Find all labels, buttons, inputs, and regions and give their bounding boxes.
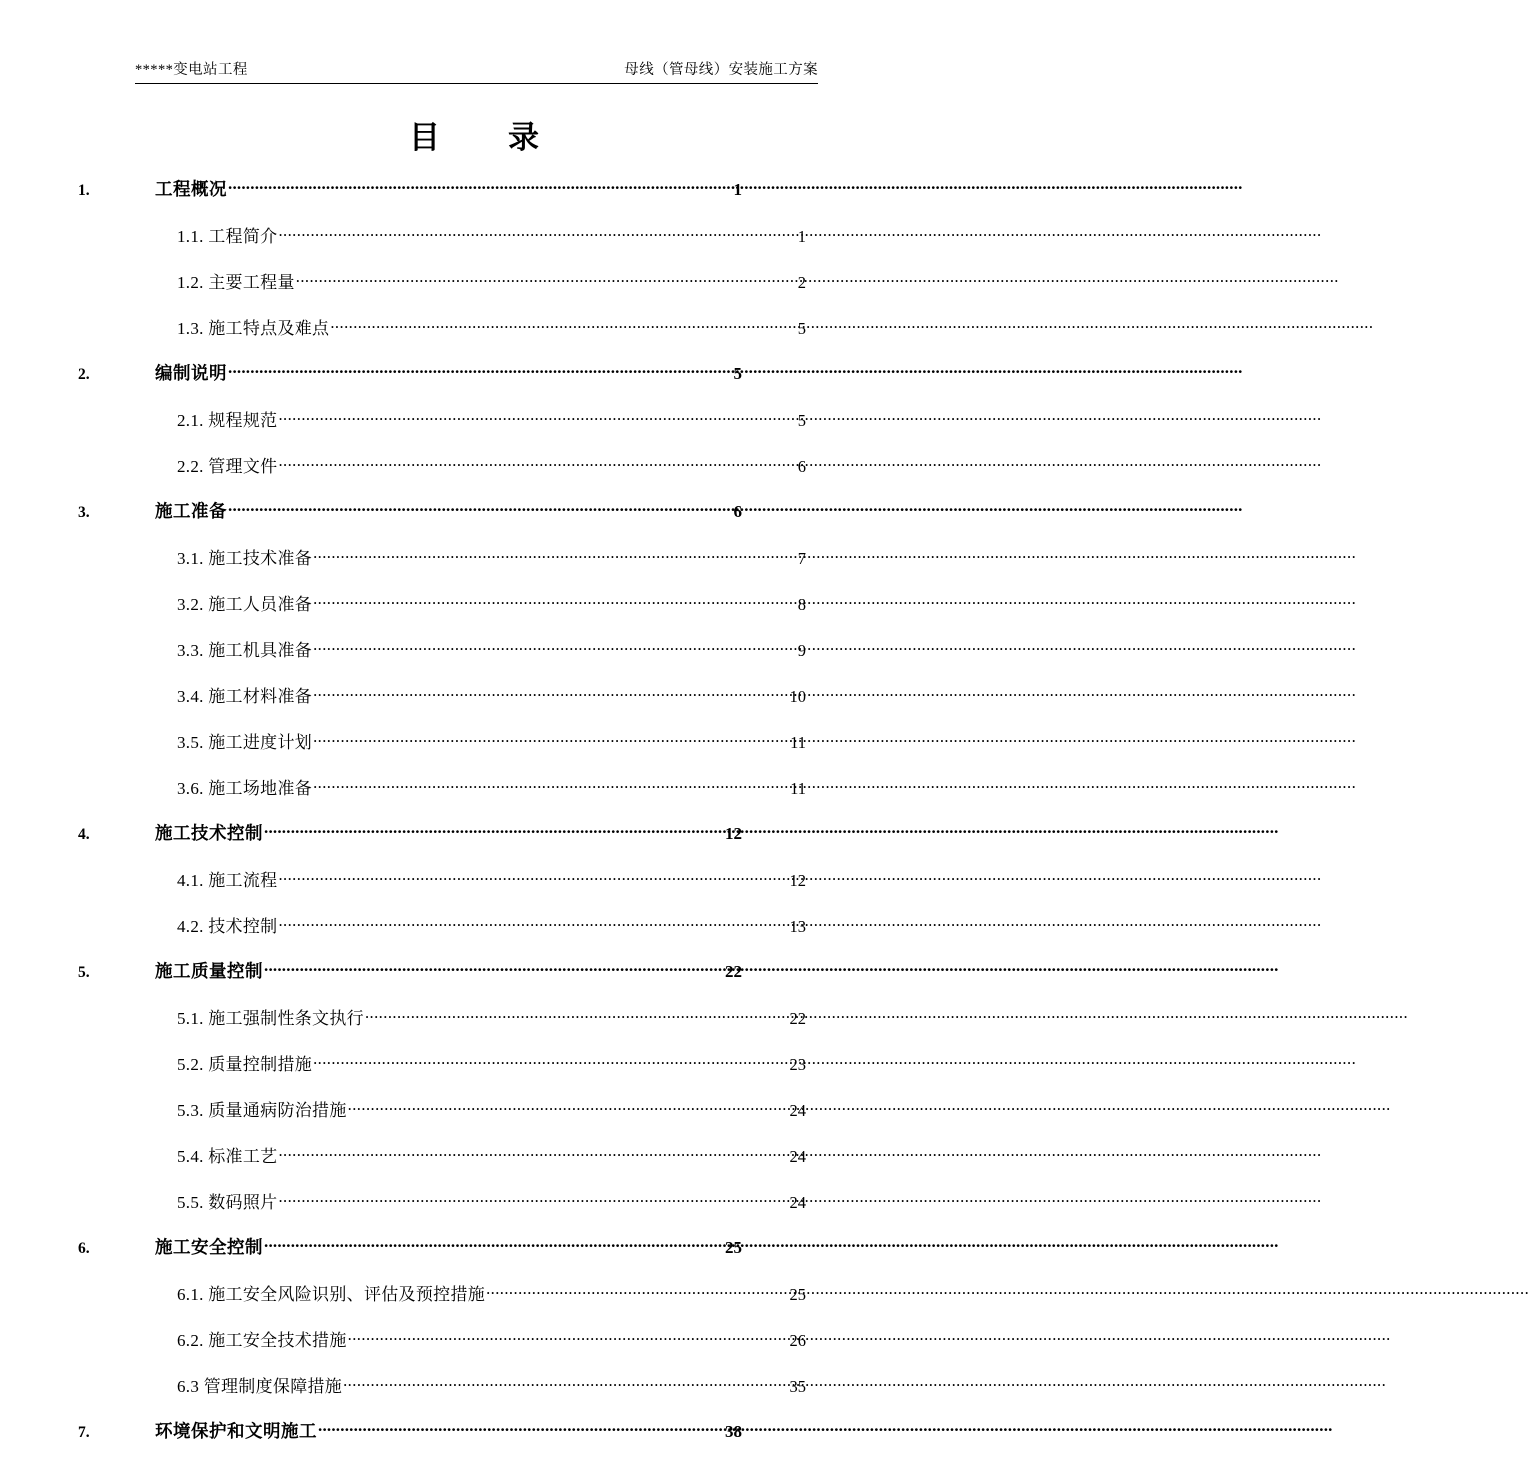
toc-entry[interactable] (0, 682, 950, 728)
toc-entry-page-number: 24 (789, 1101, 806, 1120)
toc-entry-label: 6.3 管理制度保障措施 (177, 1377, 343, 1396)
toc-entry-label: 3.6. 施工场地准备 (177, 779, 313, 798)
toc-entry[interactable] (0, 498, 950, 544)
toc-entry-page-number: 5 (733, 364, 742, 383)
toc-entry-page-number: 6 (797, 457, 806, 476)
header-project-name: *****变电站工程 (135, 62, 248, 78)
toc-leader-dots (330, 317, 796, 334)
toc-entry-page-number: 26 (789, 1331, 806, 1350)
toc-leader-dots (264, 822, 724, 840)
toc-leader-dots (313, 547, 797, 564)
toc-entry-label: 5.2. 质量控制措施 (177, 1055, 313, 1074)
toc-leader-dots (278, 455, 796, 472)
toc-entry[interactable] (0, 222, 950, 268)
toc-entry-label: 2.1. 规程规范 (177, 411, 278, 430)
toc-entry[interactable] (0, 958, 950, 1004)
toc-leader-dots (278, 1191, 788, 1208)
toc-entry-page-number: 23 (789, 1055, 806, 1074)
toc-entry-label: 2.2. 管理文件 (177, 457, 278, 476)
toc-entry-page-number: 12 (789, 871, 806, 890)
toc-entry-label: 1.1. 工程简介 (177, 227, 278, 246)
toc-entry-page-number: 1 (797, 227, 806, 246)
toc-entry-number: 6. (78, 1240, 90, 1257)
toc-entry[interactable] (0, 314, 950, 360)
toc-entry[interactable] (0, 1050, 950, 1096)
toc-entry-page-number: 25 (789, 1285, 806, 1304)
toc-leader-dots (278, 869, 788, 886)
toc-entry-number: 3. (78, 504, 90, 521)
toc-entry-page-number: 22 (725, 962, 742, 981)
toc-entry[interactable] (0, 774, 950, 820)
table-of-contents (0, 176, 950, 1464)
toc-entry-label: 4.1. 施工流程 (177, 871, 278, 890)
toc-leader-dots (348, 1099, 789, 1116)
toc-entry-label: 工程概况 (155, 179, 227, 199)
toc-entry[interactable] (0, 1142, 950, 1188)
toc-entry-label: 5.1. 施工强制性条文执行 (177, 1009, 364, 1028)
toc-entry-page-number: 1 (733, 180, 742, 199)
toc-entry-label: 施工技术控制 (155, 823, 263, 843)
toc-entry-number: 7. (78, 1424, 90, 1441)
toc-leader-dots (296, 271, 797, 288)
toc-leader-dots (313, 593, 797, 610)
toc-leader-dots (365, 1007, 789, 1024)
toc-entry[interactable] (0, 1372, 950, 1418)
toc-entry-page-number: 7 (797, 549, 806, 568)
toc-entry-label: 3.1. 施工技术准备 (177, 549, 313, 568)
toc-leader-dots (348, 1329, 789, 1346)
running-header (135, 62, 818, 84)
toc-leader-dots (278, 225, 796, 242)
toc-entry-page-number: 2 (797, 273, 806, 292)
toc-entry-label: 3.3. 施工机具准备 (177, 641, 313, 660)
toc-leader-dots (343, 1375, 788, 1392)
toc-leader-dots (278, 915, 788, 932)
toc-leader-dots (313, 639, 797, 656)
toc-entry-page-number: 9 (797, 641, 806, 660)
toc-leader-dots (313, 685, 788, 702)
toc-entry[interactable] (0, 820, 950, 866)
toc-entry[interactable] (0, 452, 950, 498)
toc-entry-page-number: 5 (797, 411, 806, 430)
toc-leader-dots (313, 777, 789, 794)
toc-entry-label: 5.3. 质量通病防治措施 (177, 1101, 347, 1120)
toc-entry-page-number: 24 (789, 1193, 806, 1212)
toc-entry-page-number: 12 (725, 824, 742, 843)
toc-entry[interactable] (0, 1418, 950, 1464)
toc-entry[interactable] (0, 866, 950, 912)
toc-entry[interactable] (0, 268, 950, 314)
toc-entry-page-number: 5 (797, 319, 806, 338)
toc-entry[interactable] (0, 590, 950, 636)
toc-entry[interactable] (0, 636, 950, 682)
toc-entry-label: 5.5. 数码照片 (177, 1193, 278, 1212)
toc-entry-number: 4. (78, 826, 90, 843)
toc-leader-dots (278, 409, 796, 426)
toc-leader-dots (313, 731, 789, 748)
toc-entry-label: 4.2. 技术控制 (177, 917, 278, 936)
toc-entry-page-number: 22 (789, 1009, 806, 1028)
toc-entry-label: 施工质量控制 (155, 961, 263, 981)
toc-entry-page-number: 10 (789, 687, 806, 706)
toc-entry[interactable] (0, 912, 950, 958)
toc-entry-page-number: 11 (790, 779, 806, 798)
toc-entry-page-number: 25 (725, 1238, 742, 1257)
toc-entry-label: 3.5. 施工进度计划 (177, 733, 313, 752)
toc-leader-dots (486, 1283, 788, 1300)
toc-entry-number: 2. (78, 366, 90, 383)
toc-entry-label: 1.3. 施工特点及难点 (177, 319, 330, 338)
toc-entry-label: 5.4. 标准工艺 (177, 1147, 278, 1166)
toc-leader-dots (278, 1145, 788, 1162)
toc-entry[interactable] (0, 728, 950, 774)
toc-leader-dots (228, 500, 733, 518)
toc-leader-dots (313, 1053, 788, 1070)
toc-entry-label: 施工准备 (155, 501, 227, 521)
toc-entry-number: 1. (78, 182, 90, 199)
toc-entry-label: 编制说明 (155, 363, 227, 383)
page-title: 目 录 (409, 120, 541, 155)
toc-entry-page-number: 11 (790, 733, 806, 752)
toc-entry-label: 1.2. 主要工程量 (177, 273, 295, 292)
toc-entry-label: 3.4. 施工材料准备 (177, 687, 313, 706)
toc-entry[interactable] (0, 1096, 950, 1142)
toc-entry-page-number: 38 (725, 1422, 742, 1441)
header-document-title: 母线（管母线）安装施工方案 (624, 62, 818, 78)
toc-entry[interactable] (0, 360, 950, 406)
toc-entry[interactable] (0, 1188, 950, 1234)
toc-entry[interactable] (0, 1234, 950, 1280)
toc-entry-page-number: 8 (797, 595, 806, 614)
toc-entry-label: 6.2. 施工安全技术措施 (177, 1331, 347, 1350)
toc-entry[interactable] (0, 1280, 950, 1326)
toc-leader-dots (228, 178, 733, 196)
toc-leader-dots (264, 960, 724, 978)
toc-entry[interactable] (0, 1326, 950, 1372)
toc-entry-number: 5. (78, 964, 90, 981)
toc-entry[interactable] (0, 1004, 950, 1050)
toc-entry[interactable] (0, 176, 950, 222)
toc-entry[interactable] (0, 406, 950, 452)
toc-entry-page-number: 6 (733, 502, 742, 521)
toc-entry-label: 施工安全控制 (155, 1237, 263, 1257)
toc-entry[interactable] (0, 544, 950, 590)
toc-entry-label: 环境保护和文明施工 (155, 1421, 317, 1441)
toc-entry-page-number: 24 (789, 1147, 806, 1166)
toc-entry-page-number: 13 (789, 917, 806, 936)
toc-leader-dots (228, 362, 733, 380)
toc-leader-dots (318, 1420, 724, 1438)
toc-leader-dots (264, 1236, 724, 1254)
toc-entry-label: 3.2. 施工人员准备 (177, 595, 313, 614)
toc-entry-page-number: 35 (789, 1377, 806, 1396)
toc-entry-label: 6.1. 施工安全风险识别、评估及预控措施 (177, 1285, 486, 1304)
